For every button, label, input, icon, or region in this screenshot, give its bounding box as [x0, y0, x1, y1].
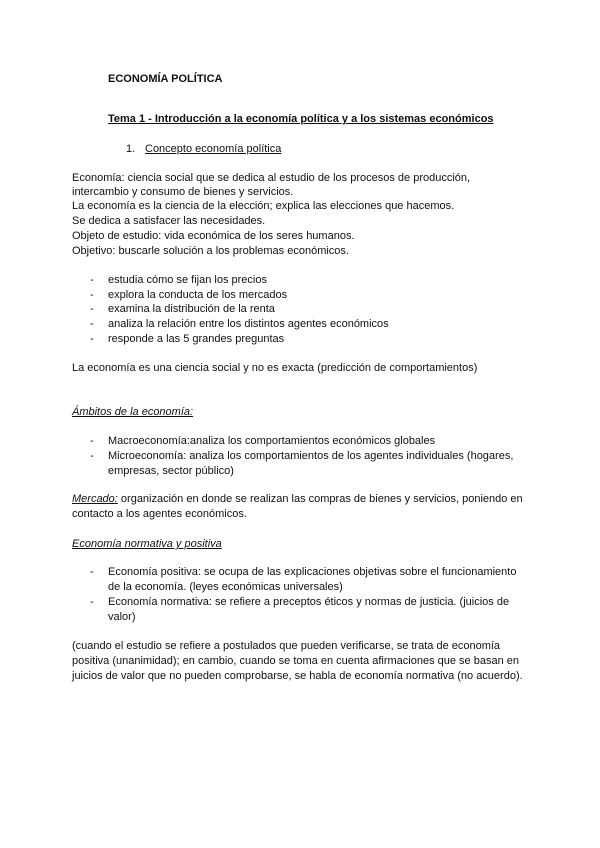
list-item-continuation: empresas, sector público): [108, 465, 234, 477]
list-item: examina la distribución de la renta: [108, 303, 275, 315]
intro-line: Economía: ciencia social que se dedica al estudio de los procesos de producción,: [72, 172, 471, 184]
paragraph: La economía es una ciencia social y no es exacta (predicción de comportamientos): [72, 362, 478, 374]
mercado-term: Mercado:: [72, 493, 118, 505]
section-number: 1.: [126, 143, 136, 155]
bullet-marker: -: [90, 333, 94, 345]
bullet-marker: -: [90, 450, 94, 462]
list-item: Microeconomía: analiza los comportamientos de los agentes individuales (hogares,: [108, 450, 514, 462]
ambitos-heading: Ámbitos de la economía:: [72, 406, 194, 418]
list-item: Macroeconomía:analiza los comportamientos económicos globales: [108, 435, 436, 447]
list-item: analiza la relación entre los distintos agentes económicos: [108, 318, 389, 330]
list-item-continuation: valor): [108, 611, 136, 623]
intro-line: intercambio y consumo de bienes y servicios.: [72, 186, 294, 198]
closing-line: (cuando el estudio se refiere a postulados que pueden verificarse, se trata de economía: [72, 640, 501, 652]
mercado-line-2: contacto a los agentes económicos.: [72, 508, 247, 520]
mercado-definition: organización en donde se realizan las compras de bienes y servicios, poniendo en: [117, 493, 523, 505]
closing-line: juicios de valor que no pueden comprobarse, se habla de economía normativa (no acuerdo).: [72, 670, 523, 682]
bullet-marker: -: [90, 303, 94, 315]
closing-line: positiva (unanimidad); en cambio, cuando se toma en cuenta afirmaciones que se basan en: [72, 655, 519, 667]
list-item: explora la conducta de los mercados: [108, 289, 288, 301]
bullet-marker: -: [90, 435, 94, 447]
list-item: Economía normativa: se refiere a preceptos éticos y normas de justicia. (juicios de: [108, 596, 510, 608]
intro-line: Objeto de estudio: vida económica de los seres humanos.: [72, 230, 355, 242]
bullet-marker: -: [90, 289, 94, 301]
list-item-continuation: de la economía. (leyes económicas universales): [108, 581, 343, 593]
list-item: responde a las 5 grandes preguntas: [108, 333, 285, 345]
bullet-marker: -: [90, 274, 94, 286]
normativa-heading: Economía normativa y positiva: [72, 538, 222, 550]
list-item: estudia cómo se fijan los precios: [108, 274, 267, 286]
list-item: Economía positiva: se ocupa de las explicaciones objetivas sobre el funcionamiento: [108, 566, 517, 578]
section-heading: Concepto economía política: [145, 143, 282, 155]
topic-heading: Tema 1 - Introducción a la economía política y a los sistemas económicos: [108, 113, 494, 125]
document-title: ECONOMÍA POLÍTICA: [108, 73, 223, 85]
bullet-marker: -: [90, 566, 94, 578]
intro-line: La economía es la ciencia de la elección; explica las elecciones que hacemos.: [72, 200, 455, 212]
bullet-marker: -: [90, 318, 94, 330]
intro-line: Objetivo: buscarle solución a los problemas económicos.: [72, 245, 349, 257]
mercado-line: [72, 492, 523, 507]
intro-line: Se dedica a satisfacer las necesidades.: [72, 215, 266, 227]
bullet-marker: -: [90, 596, 94, 608]
